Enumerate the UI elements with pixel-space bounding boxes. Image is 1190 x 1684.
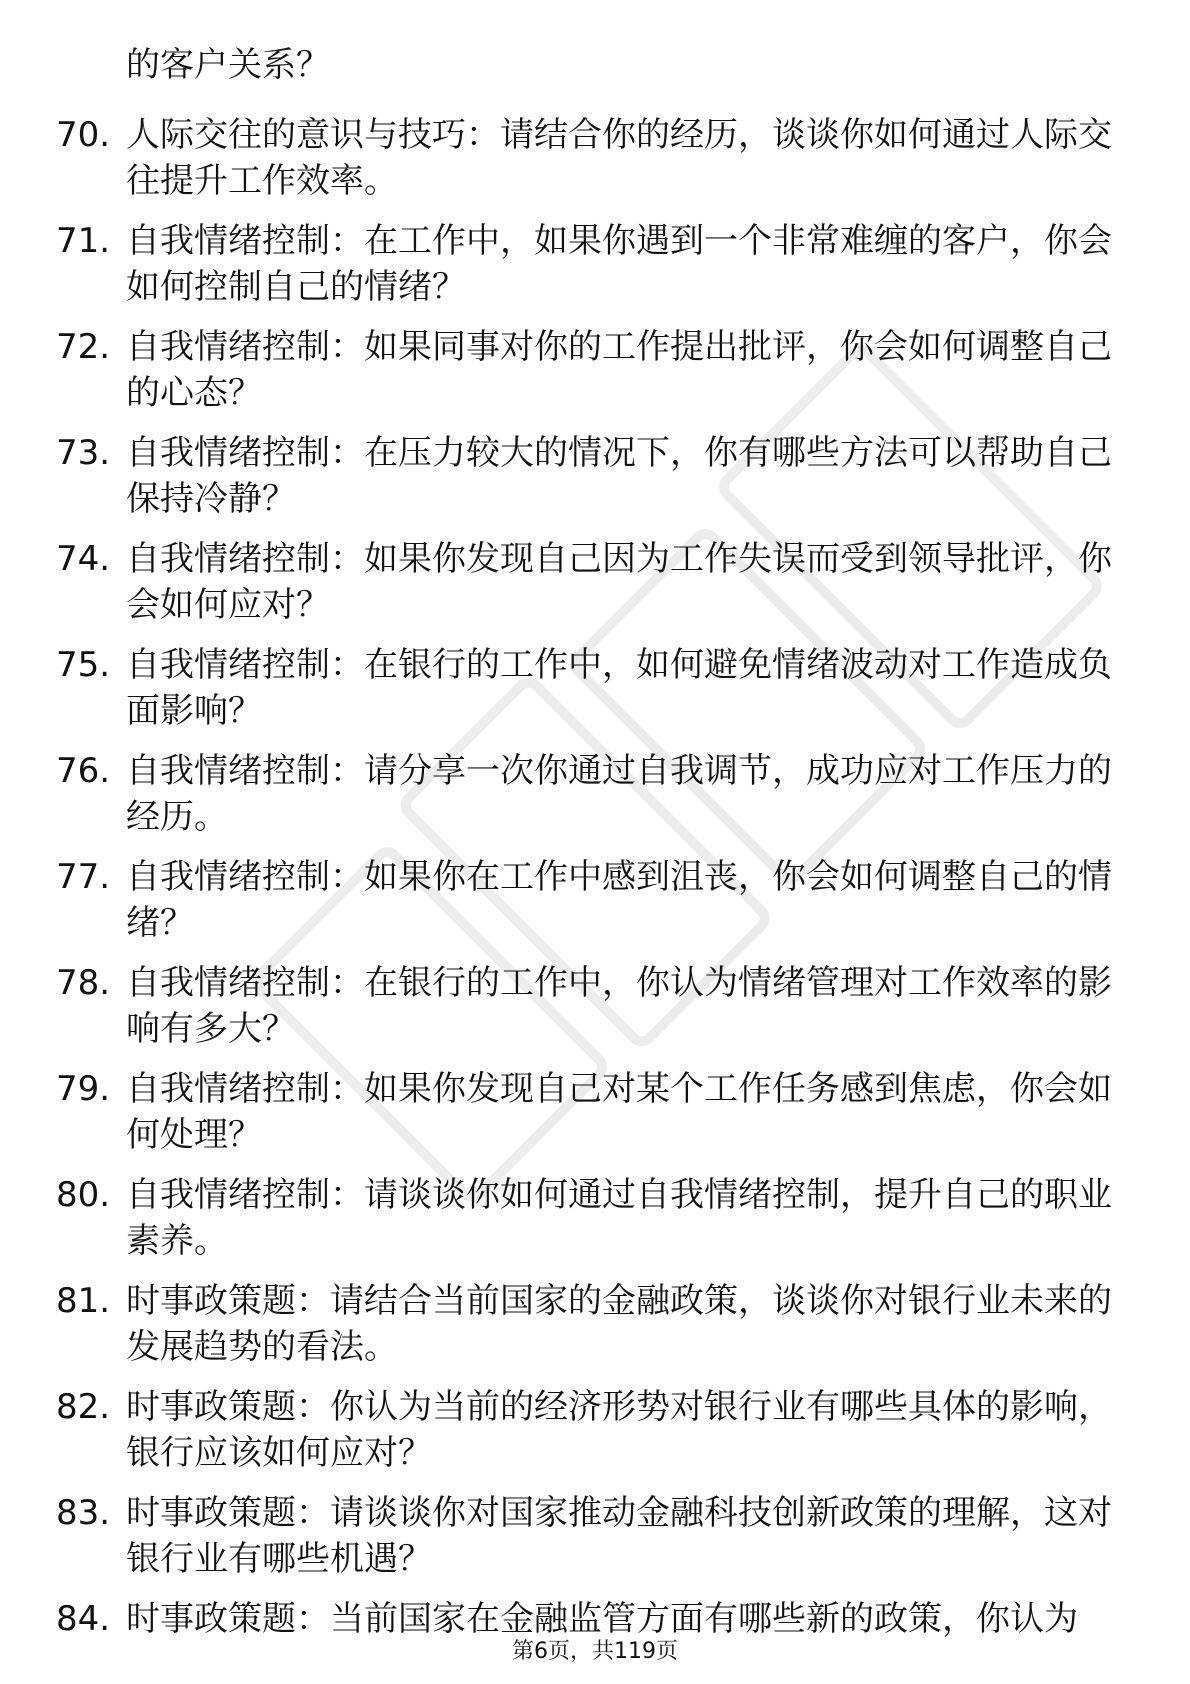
question-text: 自我情绪控制：如果你发现自己因为工作失误而受到领导批评，你会如何应对？ [126, 539, 1112, 625]
question-number: 81. [56, 1281, 111, 1321]
continuation-text: 的客户关系？ [126, 45, 330, 85]
question-number: 75. [56, 645, 111, 685]
list-item [0, 112, 1190, 204]
list-item [0, 1384, 1190, 1476]
question-number: 74. [56, 539, 111, 579]
question-text: 自我情绪控制：如果你发现自己对某个工作任务感到焦虑，你会如何处理？ [126, 1069, 1112, 1155]
question-number: 72. [56, 327, 111, 367]
question-text: 自我情绪控制：如果同事对你的工作提出批评，你会如何调整自己的心态？ [126, 327, 1112, 413]
list-item [0, 1278, 1190, 1370]
question-number: 71. [56, 221, 111, 261]
list-item [0, 430, 1190, 522]
list-item [0, 1066, 1190, 1158]
question-text: 自我情绪控制：请谈谈你如何通过自我情绪控制，提升自己的职业素养。 [126, 1175, 1112, 1261]
question-number: 80. [56, 1175, 111, 1215]
question-number: 73. [56, 433, 111, 473]
list-item [0, 324, 1190, 416]
list-item [0, 854, 1190, 946]
question-number: 76. [56, 751, 111, 791]
question-text: 时事政策题：当前国家在金融监管方面有哪些新的政策，你认为 [126, 1599, 1078, 1639]
question-text: 时事政策题：请结合当前国家的金融政策，谈谈你对银行业未来的发展趋势的看法。 [126, 1281, 1112, 1367]
question-text: 人际交往的意识与技巧：请结合你的经历，谈谈你如何通过人际交往提升工作效率。 [126, 115, 1112, 201]
question-text: 自我情绪控制：请分享一次你通过自我调节，成功应对工作压力的经历。 [126, 751, 1112, 837]
list-item [0, 536, 1190, 628]
list-item [0, 1172, 1190, 1264]
question-number: 82. [56, 1387, 111, 1427]
question-number: 79. [56, 1069, 111, 1109]
question-text: 自我情绪控制：在银行的工作中，如何避免情绪波动对工作造成负面影响？ [126, 645, 1112, 731]
question-text: 自我情绪控制：在银行的工作中，你认为情绪管理对工作效率的影响有多大？ [126, 963, 1112, 1049]
question-number: 70. [56, 115, 111, 155]
list-item [0, 1596, 1190, 1642]
question-text: 时事政策题：你认为当前的经济形势对银行业有哪些具体的影响，银行应该如何应对？ [126, 1387, 1112, 1473]
page-footer: 第6页，共119页 [512, 1639, 678, 1664]
list-item [0, 218, 1190, 310]
question-text: 自我情绪控制：在工作中，如果你遇到一个非常难缠的客户，你会如何控制自己的情绪？ [126, 221, 1112, 307]
question-number: 77. [56, 857, 111, 897]
question-number: 78. [56, 963, 111, 1003]
list-item [0, 960, 1190, 1052]
question-number: 83. [56, 1493, 111, 1533]
list-item [0, 642, 1190, 734]
question-number: 84. [56, 1599, 111, 1639]
question-list [0, 112, 1190, 1656]
list-item [0, 1490, 1190, 1582]
question-text: 自我情绪控制：如果你在工作中感到沮丧，你会如何调整自己的情绪？ [126, 857, 1112, 943]
question-text: 时事政策题：请谈谈你对国家推动金融科技创新政策的理解，这对银行业有哪些机遇？ [126, 1493, 1112, 1579]
list-item [0, 748, 1190, 840]
question-text: 自我情绪控制：在压力较大的情况下，你有哪些方法可以帮助自己保持冷静？ [126, 433, 1112, 519]
